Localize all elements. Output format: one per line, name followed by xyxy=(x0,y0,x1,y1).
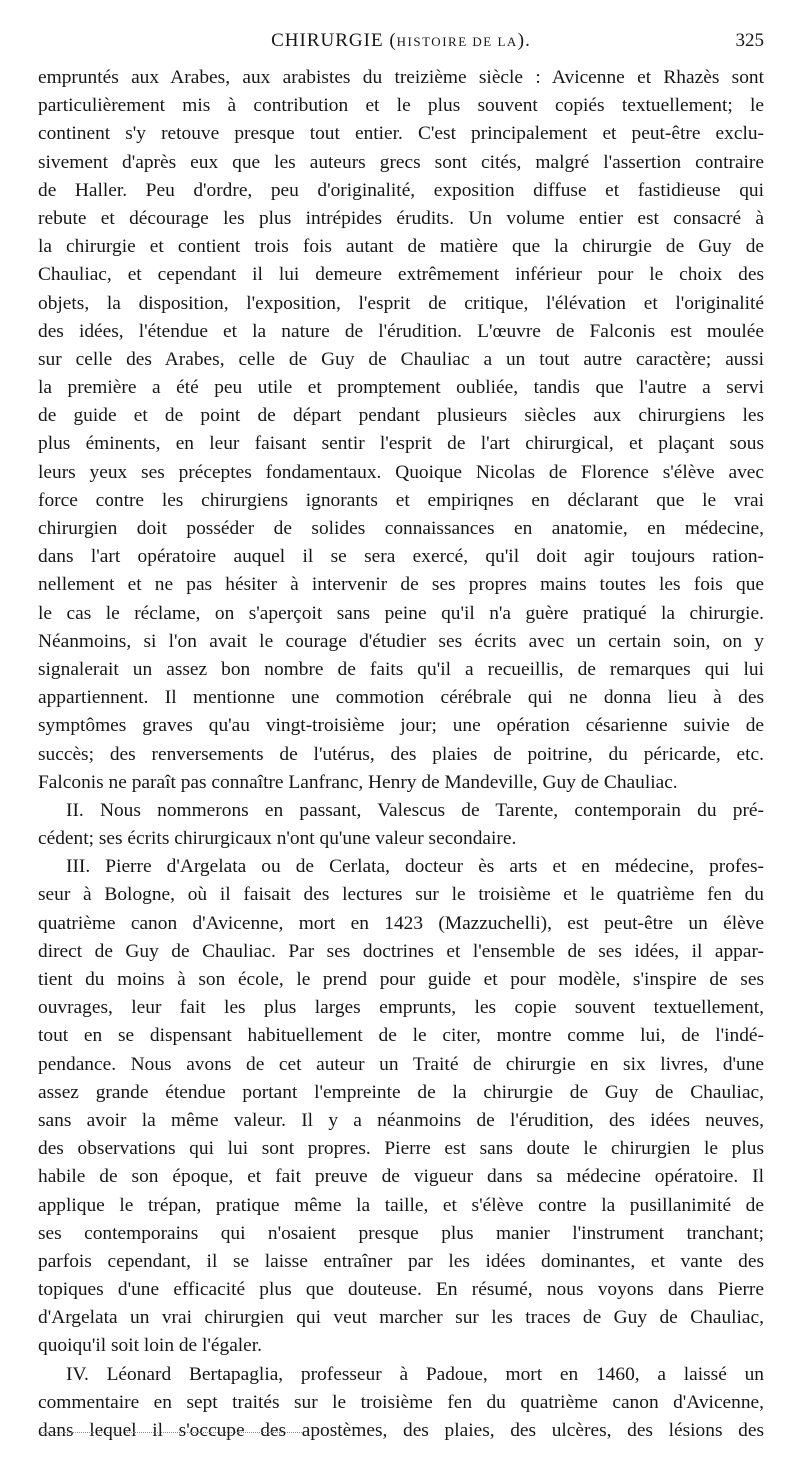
text-line: tout en se dispensant habituellement de le citer, montre comme lui, de l'indé- xyxy=(38,1025,764,1047)
text-line: Néanmoins, si l'on avait le courage d'étudier ses écrits avec un certain soin, on y xyxy=(38,630,764,652)
text-line: ouvrages, leur fait les plus larges emprunts, les copie souvent textuellement, xyxy=(38,997,764,1019)
text-line: quatrième canon d'Avicenne, mort en 1423 (Mazzuchelli), est peut-être un élève xyxy=(38,912,764,934)
text-line: leurs yeux ses préceptes fondamentaux. Quoique Nicolas de Florence s'élève avec xyxy=(38,461,764,483)
text-line: habile de son époque, et fait preuve de vigueur dans sa médecine opératoire. Il xyxy=(38,1166,764,1188)
text-line: quoiqu'il soit loin de l'égaler. xyxy=(38,1335,263,1357)
text-line: commentaire en sept traités sur le troisième fen du quatrième canon d'Avicenne, xyxy=(38,1391,764,1413)
text-line: topiques d'une efficacité plus que douteuse. En résumé, nous voyons dans Pierre xyxy=(38,1279,764,1301)
text-line: applique le trépan, pratique même la taille, et s'élève contre la pusillanimité de xyxy=(38,1194,764,1216)
text-line: de guide et de point de départ pendant plusieurs siècles aux chirurgiens les xyxy=(38,405,764,427)
running-title xyxy=(38,30,764,52)
text-line: empruntés aux Arabes, aux arabistes du treizième siècle : Avicenne et Rhazès sont xyxy=(38,67,764,88)
running-title-main: CHIRURGIE ( xyxy=(271,30,397,51)
text-line: sans avoir la même valeur. Il y a néanmoins de l'érudition, des idées neuves, xyxy=(38,1109,764,1131)
text-line: le cas le réclame, on s'aperçoit sans peine qu'il n'a guère pratiqué la chirurgie. xyxy=(38,602,764,624)
running-title-small: HISTOIRE DE LA xyxy=(396,34,518,49)
text-line: pendance. Nous avons de cet auteur un Traité de chirurgie en six livres, d'une xyxy=(38,1053,764,1075)
text-line: Falconis ne paraît pas connaître Lanfranc, Henry de Mandeville, Guy de Chauliac. xyxy=(38,771,678,793)
text-line: cédent; ses écrits chirurgicaux n'ont qu'une valeur secondaire. xyxy=(38,828,517,850)
text-line: tient du moins à son école, le prend pour guide et pour modèle, s'inspire de ses xyxy=(38,969,764,990)
footer-rule xyxy=(40,1432,302,1433)
text-line: chirurgien doit posséder de solides connaissances en anatomie, en médecine, xyxy=(38,518,764,539)
text-line: sur celle des Arabes, celle de Guy de Chauliac a un tout autre caractère; aussi xyxy=(38,348,764,370)
page-number: 325 xyxy=(735,30,764,51)
text-line: symptômes graves qu'au vingt-troisième jour; une opération césarienne suivie de xyxy=(38,715,764,737)
text-line: de Haller. Peu d'ordre, peu d'originalité, exposition diffuse et fastidieuse qui xyxy=(38,179,764,201)
text-line: IV. Léonard Bertapaglia, professeur à Padoue, mort en 1460, a laissé un xyxy=(66,1363,764,1385)
text-line: continent s'y retouve presque tout entier. C'est principalement et peut-être exclu- xyxy=(38,123,764,145)
text-line: nellement et ne pas hésiter à intervenir de ses propres mains toutes les fois que xyxy=(38,574,764,596)
text-line: direct de Guy de Chauliac. Par ses doctrines et l'ensemble de ses idées, il appar- xyxy=(38,940,764,962)
text-line: la première a été peu utile et promptement oubliée, tandis que l'autre a servi xyxy=(38,377,764,399)
text-line: force contre les chirurgiens ignorants et empiriqnes en déclarant que le vrai xyxy=(38,489,764,511)
text-line: seur à Bologne, où il faisait des lectures sur le troisième et le quatrième fen du xyxy=(38,884,764,906)
running-header xyxy=(38,30,764,58)
body-text xyxy=(38,64,764,1445)
text-line: II. Nous nommerons en passant, Valescus de Tarente, contemporain du pré- xyxy=(66,799,764,821)
text-line: ses contemporains qui n'osaient presque plus manier l'instrument tranchant; xyxy=(38,1222,764,1244)
text-line: des observations qui lui sont propres. Pierre est sans doute le chirurgien le plus xyxy=(38,1138,764,1160)
text-line: dans lequel il s'occupe des apostèmes, des plaies, des ulcères, des lésions des xyxy=(38,1420,764,1441)
text-line: la chirurgie et contient trois fois autant de matière que la chirurgie de Guy de xyxy=(38,236,764,258)
text-line: d'Argelata un vrai chirurgien qui veut marcher sur les traces de Guy de Chauliac, xyxy=(38,1307,764,1329)
text-line: objets, la disposition, l'exposition, l'esprit de critique, l'élévation et l'originalité xyxy=(38,292,764,314)
text-line: signalerait un assez bon nombre de faits qu'il a recueillis, de remarques qui lui xyxy=(38,658,764,680)
text-line: particulièrement mis à contribution et le plus souvent copiés textuellement; le xyxy=(38,95,764,117)
running-title-end: ). xyxy=(517,30,531,51)
text-line: appartiennent. Il mentionne une commotion cérébrale qui ne donna lieu à des xyxy=(38,687,764,709)
text-line: dans l'art opératoire auquel il se sera exercé, qu'il doit agir toujours ration- xyxy=(38,546,764,568)
text-line: succès; des renversements de l'utérus, des plaies de poitrine, du péricarde, etc. xyxy=(38,743,764,765)
text-line: des idées, l'étendue et la nature de l'érudition. L'œuvre de Falconis est moulée xyxy=(38,320,764,342)
text-line: Chauliac, et cependant il lui demeure extrêmement inférieur pour le choix des xyxy=(38,264,764,286)
text-line: rebute et décourage les plus intrépides érudits. Un volume entier est consacré à xyxy=(38,207,764,229)
text-line: plus éminents, en leur faisant sentir l'esprit de l'art chirurgical, et plaçant sous xyxy=(38,433,764,455)
text-line: assez grande étendue portant l'empreinte de la chirurgie de Guy de Chauliac, xyxy=(38,1081,764,1103)
text-line: sivement d'après eux que les auteurs grecs sont cités, malgré l'assertion contraire xyxy=(38,151,764,173)
text-line: parfois cependant, il se laisse entraîner par les idées dominantes, et vante des xyxy=(38,1250,764,1272)
text-line: III. Pierre d'Argelata ou de Cerlata, docteur ès arts et en médecine, profes- xyxy=(66,856,764,878)
